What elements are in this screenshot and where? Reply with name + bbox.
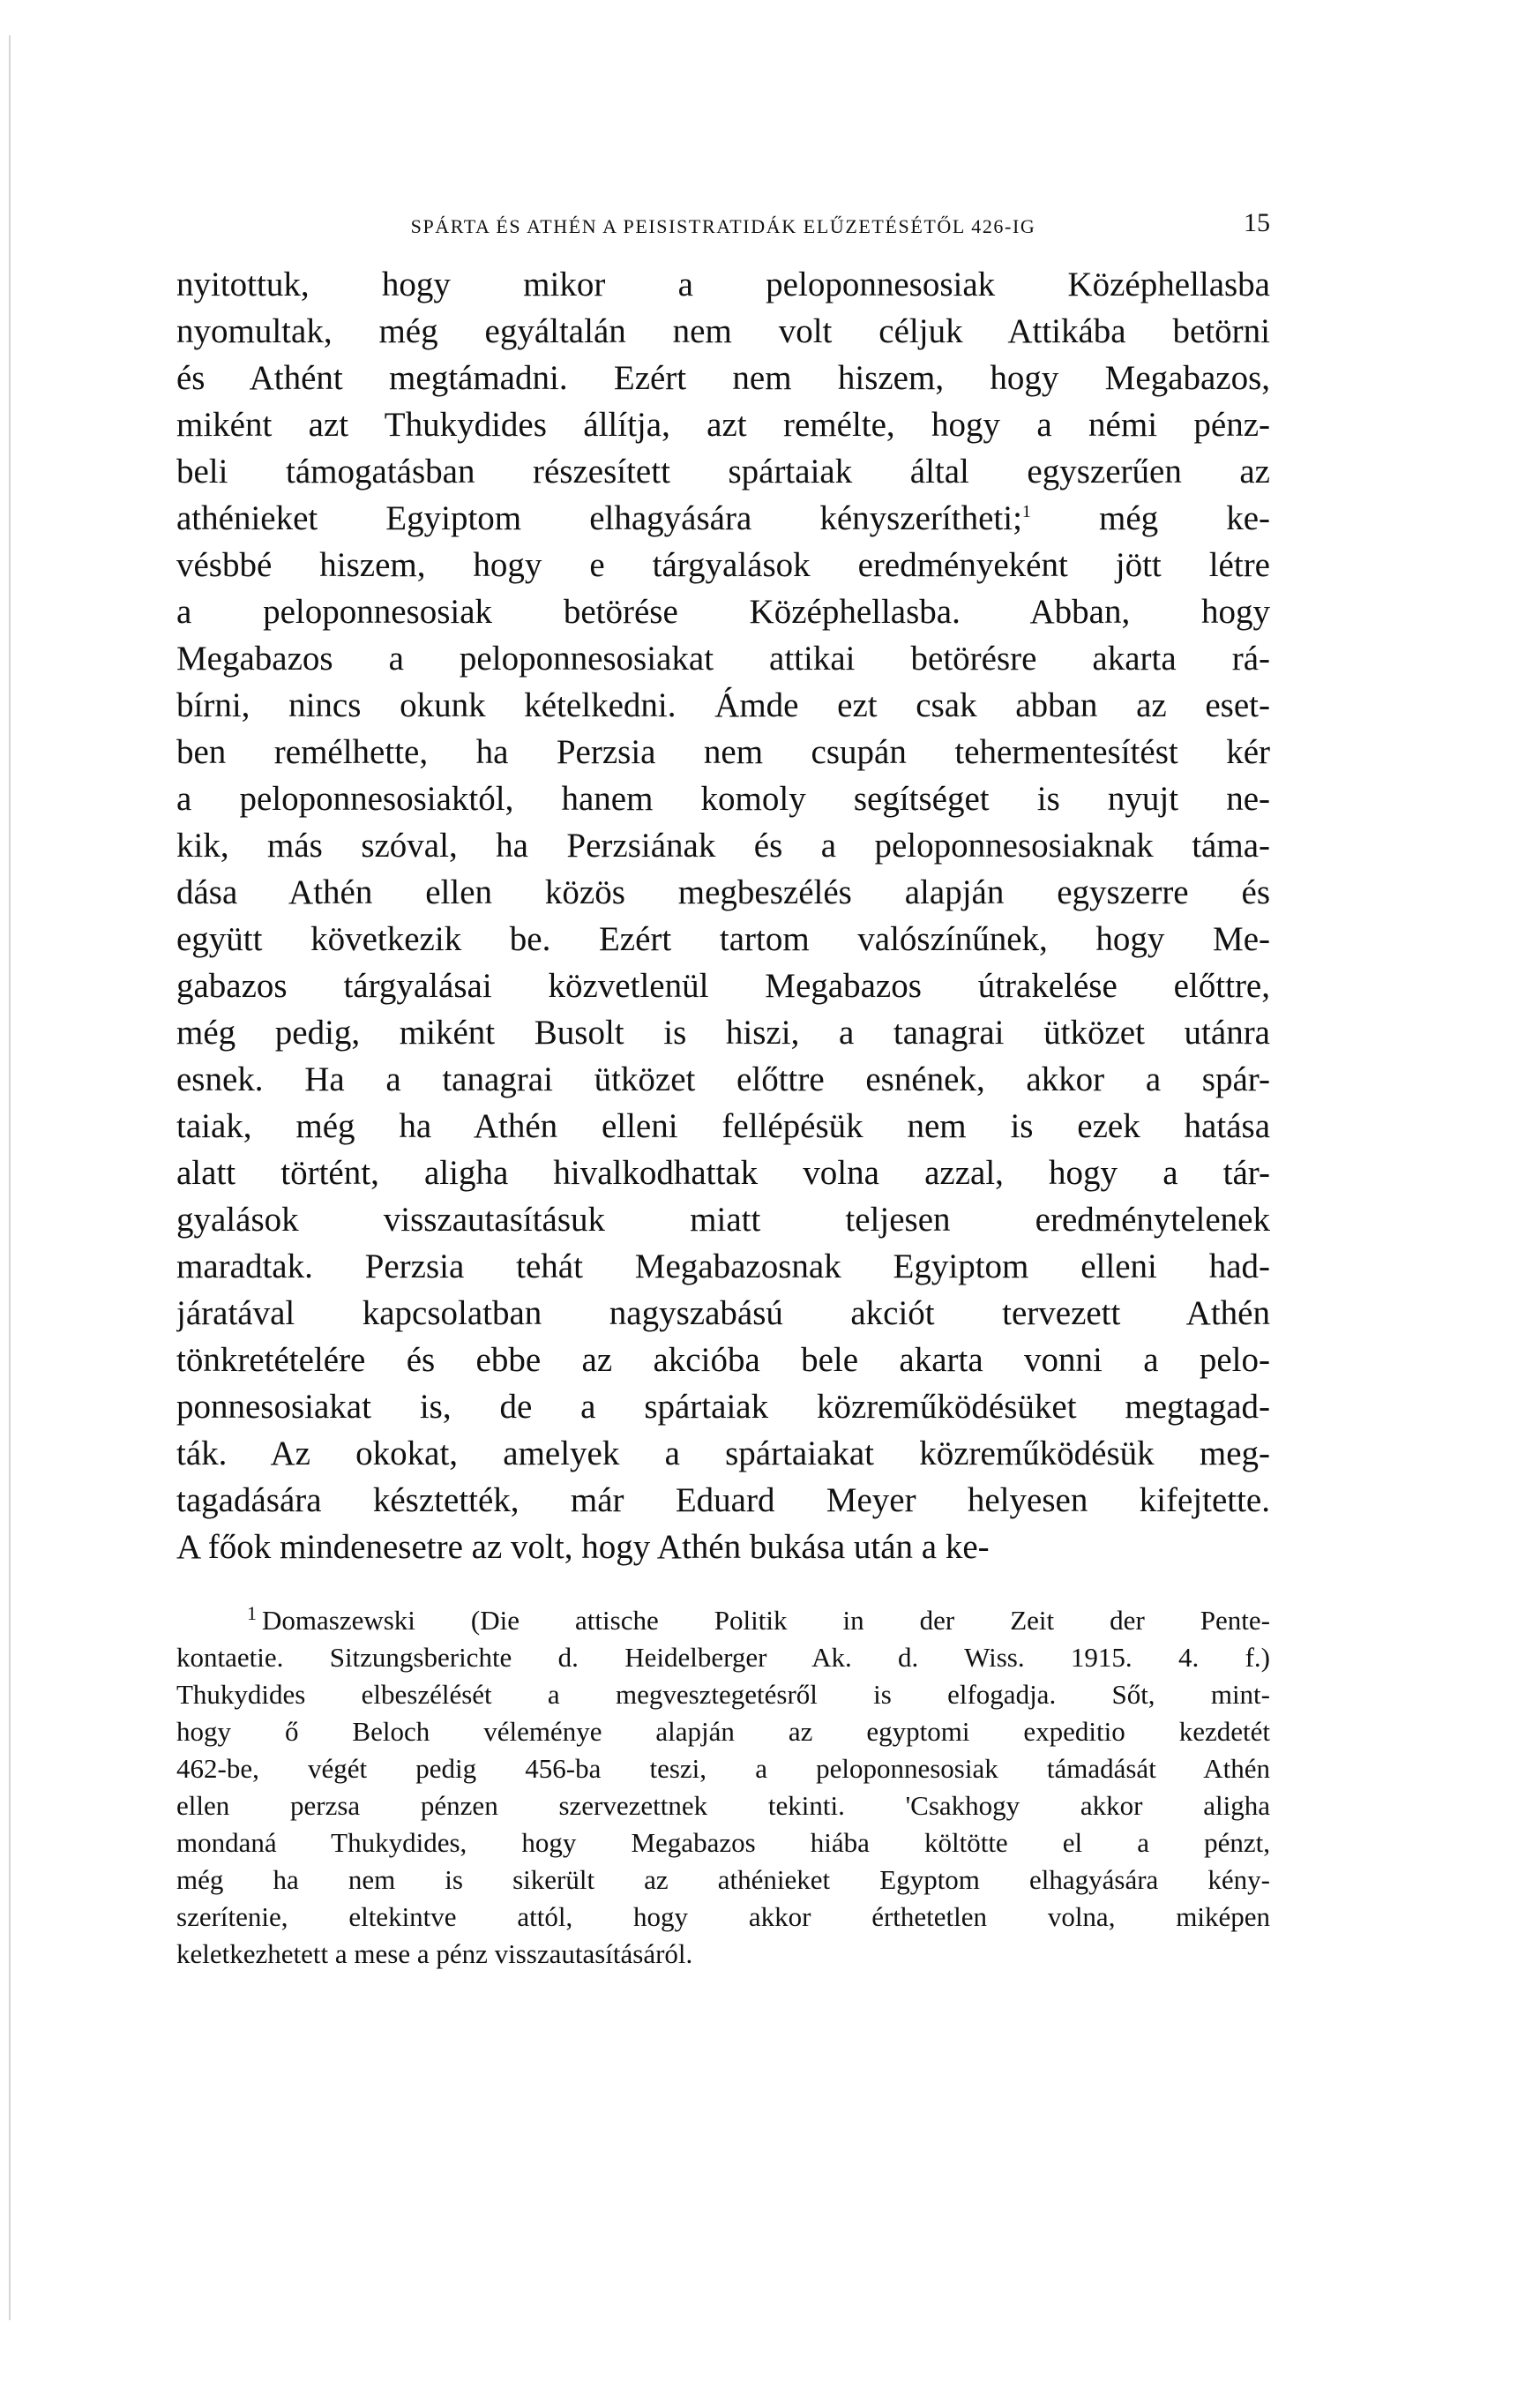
text-line-tail: még ke- <box>1098 499 1270 537</box>
text-line: gyalások visszautasításuk miatt teljesen eredménytelenek <box>176 1201 1270 1239</box>
footnote-line: szerítenie, eltekintve attól, hogy akkor érthetetlen volna, miképen <box>176 1901 1270 1932</box>
text-line: még pedig, miként Busolt is hiszi, a tanagrai ütközet utánra <box>176 1014 1270 1052</box>
text-line: bírni, nincs okunk kételkedni. Ámde ezt csak abban az eset- <box>176 686 1270 724</box>
running-head-title: SPÁRTA ÉS ATHÉN A PEISISTRATIDÁK ELŰZETÉSÉTŐL 426-IG <box>410 215 1036 237</box>
text-line: és Athént megtámadni. Ezért nem hiszem, hogy Megabazos, <box>176 359 1270 397</box>
text-line: miként azt Thukydides állítja, azt remélte, hogy a némi pénz- <box>176 406 1270 444</box>
text-line: tönkretételére és ebbe az akcióba bele akarta vonni a pelo- <box>176 1341 1270 1379</box>
text-line: a peloponnesosiak betörése Középhellasba. Abban, hogy <box>176 593 1270 631</box>
footnote-line: mondaná Thukydides, hogy Megabazos hiába költötte el a pénzt, <box>176 1827 1270 1858</box>
footnote-line: hogy ő Beloch véleménye alapján az egyptomi expeditio kezdetét <box>176 1716 1270 1747</box>
footnote-line: keletkezhetett a mese a pénz visszautasításáról. <box>176 1938 693 1969</box>
footnote-line: még ha nem is sikerült az athénieket Egyptom elhagyására kény- <box>176 1864 1270 1895</box>
text-line: ponnesosiakat is, de a spártaiak közreműködésüket megtagad- <box>176 1388 1270 1426</box>
text-line: taiak, még ha Athén elleni fellépésük nem is ezek hatása <box>176 1107 1270 1145</box>
running-head <box>176 205 1270 240</box>
scan-edge-rule <box>9 35 11 2320</box>
text-line: tagadására késztették, már Eduard Meyer helyesen kifejtette. <box>176 1481 1270 1519</box>
footnote-line: 462-be, végét pedig 456-ba teszi, a peloponnesosiak támadását Athén <box>176 1753 1270 1784</box>
text-line: ták. Az okokat, amelyek a spártaiakat közreműködésük meg- <box>176 1434 1270 1472</box>
text-line: esnek. Ha a tanagrai ütközet előttre esnének, akkor a spár- <box>176 1060 1270 1098</box>
footnote-line: kontaetie. Sitzungsberichte d. Heidelberger Ak. d. Wiss. 1915. 4. f.) <box>176 1642 1270 1673</box>
text-line: nyitottuk, hogy mikor a peloponnesosiak Középhellasba <box>176 266 1270 303</box>
footnotes <box>176 1602 1270 1973</box>
text-line: együtt következik be. Ezért tartom valószínűnek, hogy Me- <box>176 920 1270 958</box>
text-line: ben remélhette, ha Perzsia nem csupán tehermentesítést kér <box>176 733 1270 771</box>
footnote-line-text: Domaszewski (Die attische Politik in der Zeit der Pente- <box>262 1605 1270 1636</box>
text-line-head: athénieket Egyiptom elhagyására kényszerítheti; <box>176 499 1022 537</box>
text-line: dása Athén ellen közös megbeszélés alapján egyszerre és <box>176 873 1270 911</box>
text-line: járatával kapcsolatban nagyszabású akciót tervezett Athén <box>176 1294 1270 1332</box>
footnote-line: ellen perzsa pénzen szervezettnek tekinti. 'Csakhogy akkor aligha <box>176 1790 1270 1821</box>
footnote-line: Thukydides elbeszélését a megvesztegetésről is elfogadja. Sőt, mint- <box>176 1679 1270 1710</box>
text-line: nyomultak, még egyáltalán nem volt céljuk Attikába betörni <box>176 312 1270 350</box>
text-line: beli támogatásban részesített spártaiak által egyszerűen az <box>176 453 1270 491</box>
footnote-reference: 1 <box>1021 502 1031 521</box>
text-line: gabazos tárgyalásai közvetlenül Megabazos útrakelése előttre, <box>176 967 1270 1005</box>
text-line: kik, más szóval, ha Perzsiának és a peloponnesosiaknak táma- <box>176 827 1270 865</box>
text-line: a peloponnesosiaktól, hanem komoly segítséget is nyujt ne- <box>176 780 1270 818</box>
main-text <box>176 261 1270 1570</box>
text-line: vésbbé hiszem, hogy e tárgyalások eredményeként jött létre <box>176 546 1270 584</box>
text-line: Megabazos a peloponnesosiakat attikai betörésre akarta rá- <box>176 640 1270 678</box>
text-line-with-footnote-ref <box>176 495 1270 542</box>
text-line: alatt történt, aligha hivalkodhattak volna azzal, hogy a tár- <box>176 1154 1270 1192</box>
page-number: 15 <box>1244 208 1270 237</box>
text-line: maradtak. Perzsia tehát Megabazosnak Egyiptom elleni had- <box>176 1247 1270 1285</box>
footnote-line <box>176 1602 1270 1639</box>
footnote-marker: 1 <box>247 1602 257 1624</box>
text-line: A főok mindenesetre az volt, hogy Athén bukása után a ke- <box>176 1528 990 1566</box>
book-page <box>176 205 1270 1973</box>
